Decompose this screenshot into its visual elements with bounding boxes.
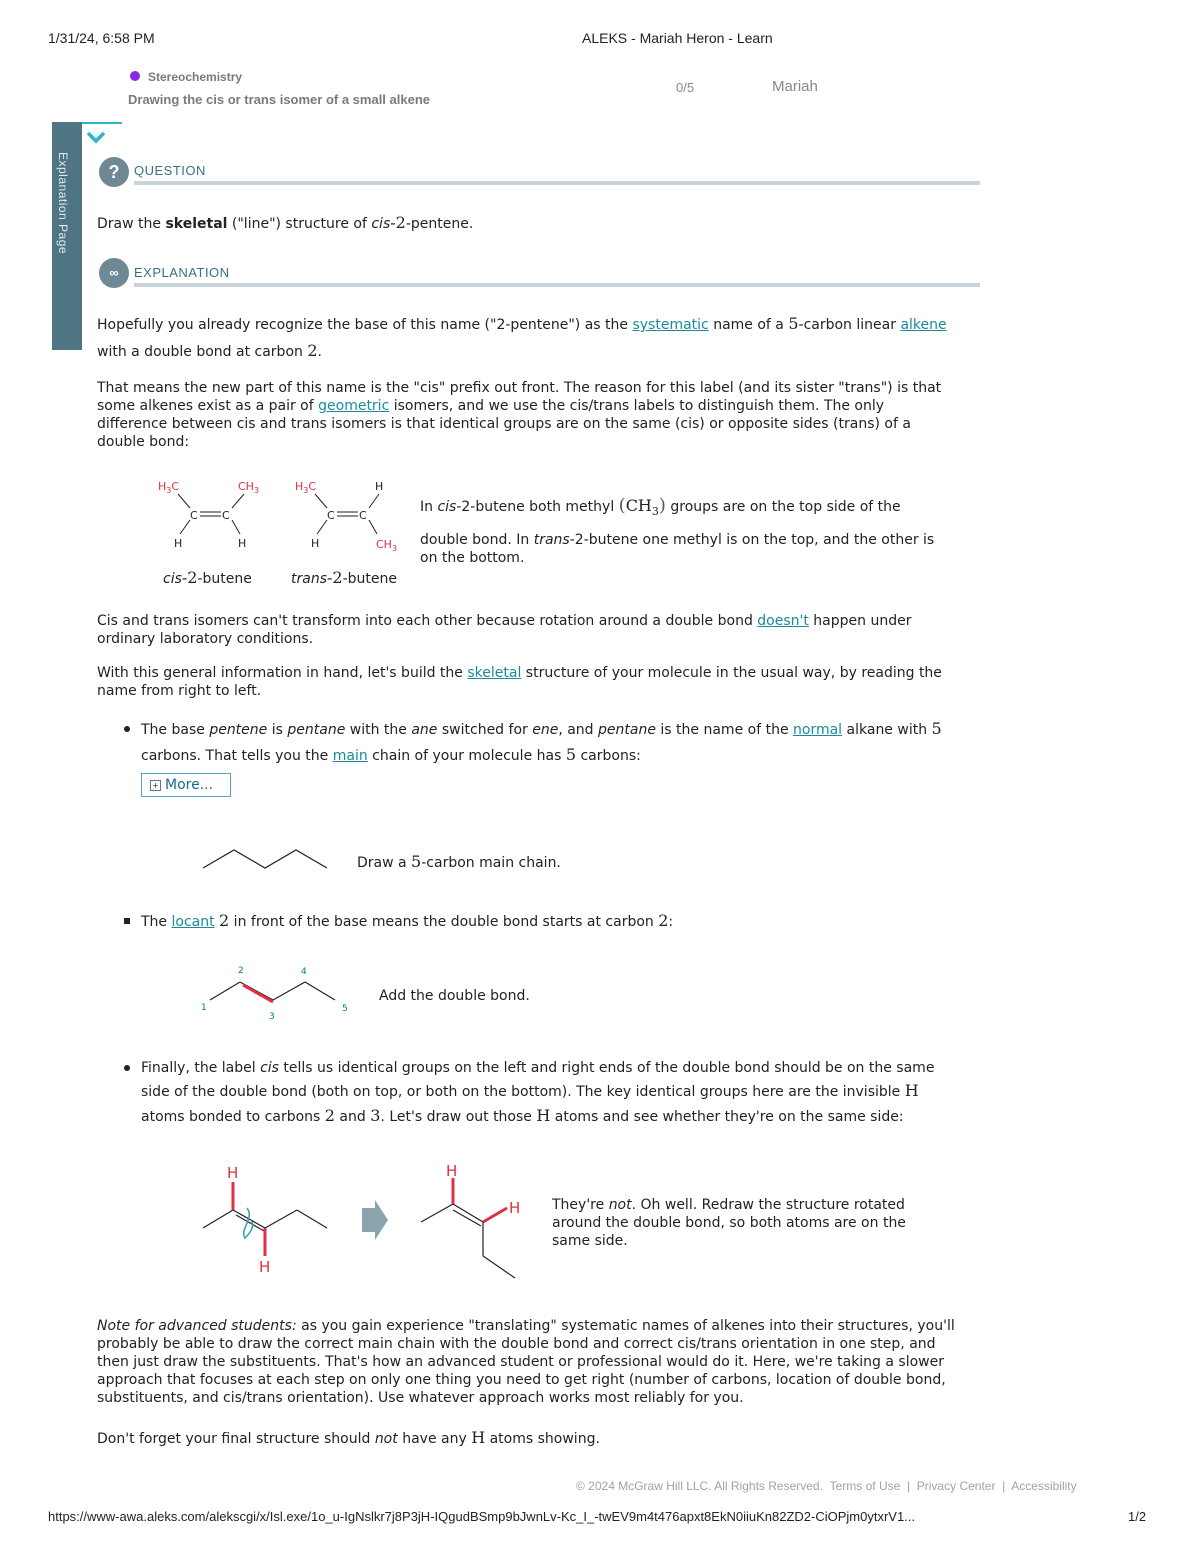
link-normal[interactable]: normal	[793, 722, 843, 738]
cis-butene-caption: cis-2-butene	[163, 568, 252, 587]
para-4: With this general information in hand, let's build the skeletal structure of your molecule in the usual way, by reading the name from right to left.	[97, 665, 942, 699]
cis-h3c-label: $H_3C$	[158, 480, 180, 495]
bullet-1-line-2: carbons. That tells you the main chain of your molecule has 5 carbons:	[141, 745, 641, 764]
trans-h1-label: H	[375, 480, 384, 493]
locant-5: 5	[342, 1004, 348, 1014]
accessibility-link[interactable]: Accessibility	[1011, 1479, 1077, 1493]
h-top-right: H	[446, 1162, 458, 1180]
copyright-text: © 2024 McGraw Hill LLC. All Rights Reserved.	[576, 1479, 823, 1493]
infinity-icon: ∞	[99, 258, 129, 288]
bullet-3-line-2: side of the double bond (both on top, or both on the bottom). The key identical groups here are the invisible H	[141, 1081, 919, 1100]
print-datetime: 1/31/24, 6:58 PM	[48, 30, 155, 46]
chain-caption: Draw a 5-carbon main chain.	[357, 852, 561, 871]
link-locant[interactable]: locant	[171, 914, 215, 930]
print-url: https://www-awa.aleks.com/alekscgi/x/Isl.exe/1o_u-IgNslkr7j8P3jH-IQgudBSmp9bJwnLv-Kc_I_-twEV9m4t476apxt8EkN0iiuKn82ZD2-CiOPjm0ytxrV1...	[48, 1509, 916, 1524]
question-text: Draw the skeletal ("line") structure of cis-2-pentene.	[97, 213, 474, 232]
rotation-diagram	[195, 1160, 535, 1280]
para-2: That means the new part of this name is the "cis" prefix out front. The reason for this label (and its sister "trans") is that some alkenes exist as a pair of geometric isomers, and we use the cis/trans labels to distinguish them. The only difference between cis and trans isomers is that identical groups are on the same (cis) or opposite sides (trans) of a double bond:	[97, 380, 942, 450]
double-bond-caption: Add the double bond.	[379, 988, 530, 1004]
trans-h2-label: H	[311, 537, 320, 550]
h-bottom-left: H	[259, 1258, 271, 1276]
locant-3: 3	[269, 1012, 275, 1022]
print-page-title: ALEKS - Mariah Heron - Learn	[582, 30, 773, 46]
link-alkene[interactable]: alkene	[900, 317, 947, 333]
para-1-line-1: Hopefully you already recognize the base of this name ("2-pentene") as the systematic name of a 5-carbon linear alkene	[97, 314, 947, 333]
rotation-caption: They're not. Oh well. Redraw the structure rotated around the double bond, so both atoms are on the same side.	[552, 1197, 906, 1249]
explanation-section-label: EXPLANATION	[134, 265, 230, 280]
para-1-line-2: with a double bond at carbon 2.	[97, 341, 322, 360]
bullet-1-line-1: The base pentene is pentane with the ane switched for ene, and pentane is the name of the normal alkane with 5	[141, 719, 942, 738]
explanation-sidebar-tab[interactable]	[52, 122, 82, 370]
link-systematic[interactable]: systematic	[632, 317, 709, 333]
link-doesnt[interactable]: doesn't	[757, 613, 809, 629]
advanced-note: Note for advanced students: as you gain experience "translating" systematic names of alkenes into their structures, you'll probably be able to draw the correct main chain with the double bond and correct cis/trans orientation in one step, and then just draw the substituents. That's how an advanced student or professional would do it. Here, we're taking a slower approach that focuses at each step on only one thing you need to get right (number of carbons, location of double bond, substituents, and cis/trans orientation). Use whatever approach works most reliably for you.	[97, 1318, 955, 1406]
trans-h3c-label: $H_3C$	[295, 480, 317, 495]
butene-note: In cis-2-butene both methyl $(CH_3)$ groups are on the top side of the double bond. In trans-2-butene one methyl is on the top, and the other is on the bottom.	[420, 495, 935, 566]
final-reminder: Don't forget your final structure should not have any H atoms showing.	[97, 1428, 600, 1447]
link-main[interactable]: main	[332, 748, 368, 764]
trans-c1-label: C	[327, 509, 335, 522]
user-name[interactable]: Mariah	[772, 78, 818, 95]
chevron-down-icon[interactable]	[86, 130, 106, 144]
h-top-left: H	[227, 1164, 239, 1182]
question-section-label: QUESTION	[134, 163, 206, 178]
more-button[interactable]: + More...	[141, 773, 231, 797]
cis-h2-label: H	[238, 537, 247, 550]
sidebar-label: Explanation Page	[56, 152, 70, 255]
trans-butene-caption: trans-2-butene	[291, 568, 397, 587]
h-side-right: H	[509, 1199, 521, 1217]
topic-category: Stereochemistry	[148, 70, 243, 84]
para-3: Cis and trans isomers can't transform into each other because rotation around a double bond doesn't happen under ordinary laboratory conditions.	[97, 613, 912, 647]
print-page-number: 1/2	[1128, 1509, 1147, 1524]
locant-4: 4	[301, 967, 307, 977]
link-skeletal[interactable]: skeletal	[467, 665, 522, 681]
bullet-1-dot	[124, 726, 130, 732]
tab-accent-line	[82, 122, 122, 124]
double-bond-line	[243, 985, 273, 1002]
trans-ch3-label: $CH_3$	[376, 538, 398, 553]
right-arrow-icon	[362, 1200, 388, 1240]
locant-1: 1	[201, 1003, 207, 1013]
progress-count: 0/5	[676, 80, 695, 95]
privacy-link[interactable]: Privacy Center	[916, 1479, 996, 1493]
explanation-divider	[134, 283, 980, 287]
cis-h1-label: H	[174, 537, 183, 550]
bullet-3-line-3: atoms bonded to carbons 2 and 3. Let's draw out those H atoms and see whether they're on the same side:	[141, 1106, 904, 1125]
bullet-3-dot	[124, 1065, 130, 1071]
cis-c1-label: C	[190, 509, 198, 522]
cis-ch3-label: $CH_3$	[238, 480, 260, 495]
topic-title: Drawing the cis or trans isomer of a small alkene	[128, 92, 430, 107]
locant-2: 2	[238, 966, 244, 976]
butene-structures	[150, 474, 420, 554]
footer: © 2024 McGraw Hill LLC. All Rights Reserved. Terms of Use | Privacy Center | Accessibility	[576, 1479, 1077, 1493]
terms-link[interactable]: Terms of Use	[829, 1479, 901, 1493]
rotation-arrow-icon	[244, 1208, 253, 1238]
question-divider	[134, 181, 980, 185]
cis-c2-label: C	[222, 509, 230, 522]
bullet-2-text: The locant 2 in front of the base means the double bond starts at carbon 2:	[141, 911, 674, 930]
link-geometric[interactable]: geometric	[318, 398, 390, 414]
bookmark-notch-icon	[52, 350, 82, 370]
bullet-3-line-1: Finally, the label cis tells us identical groups on the left and right ends of the double bond should be on the same	[141, 1060, 935, 1076]
five-carbon-chain-diagram	[200, 845, 330, 873]
double-bond-diagram	[195, 960, 360, 1022]
trans-c2-label: C	[359, 509, 367, 522]
bullet-2-dot	[124, 918, 130, 924]
question-icon: ?	[99, 157, 129, 187]
expand-plus-icon: +	[150, 780, 161, 791]
topic-dot-icon	[130, 71, 140, 81]
